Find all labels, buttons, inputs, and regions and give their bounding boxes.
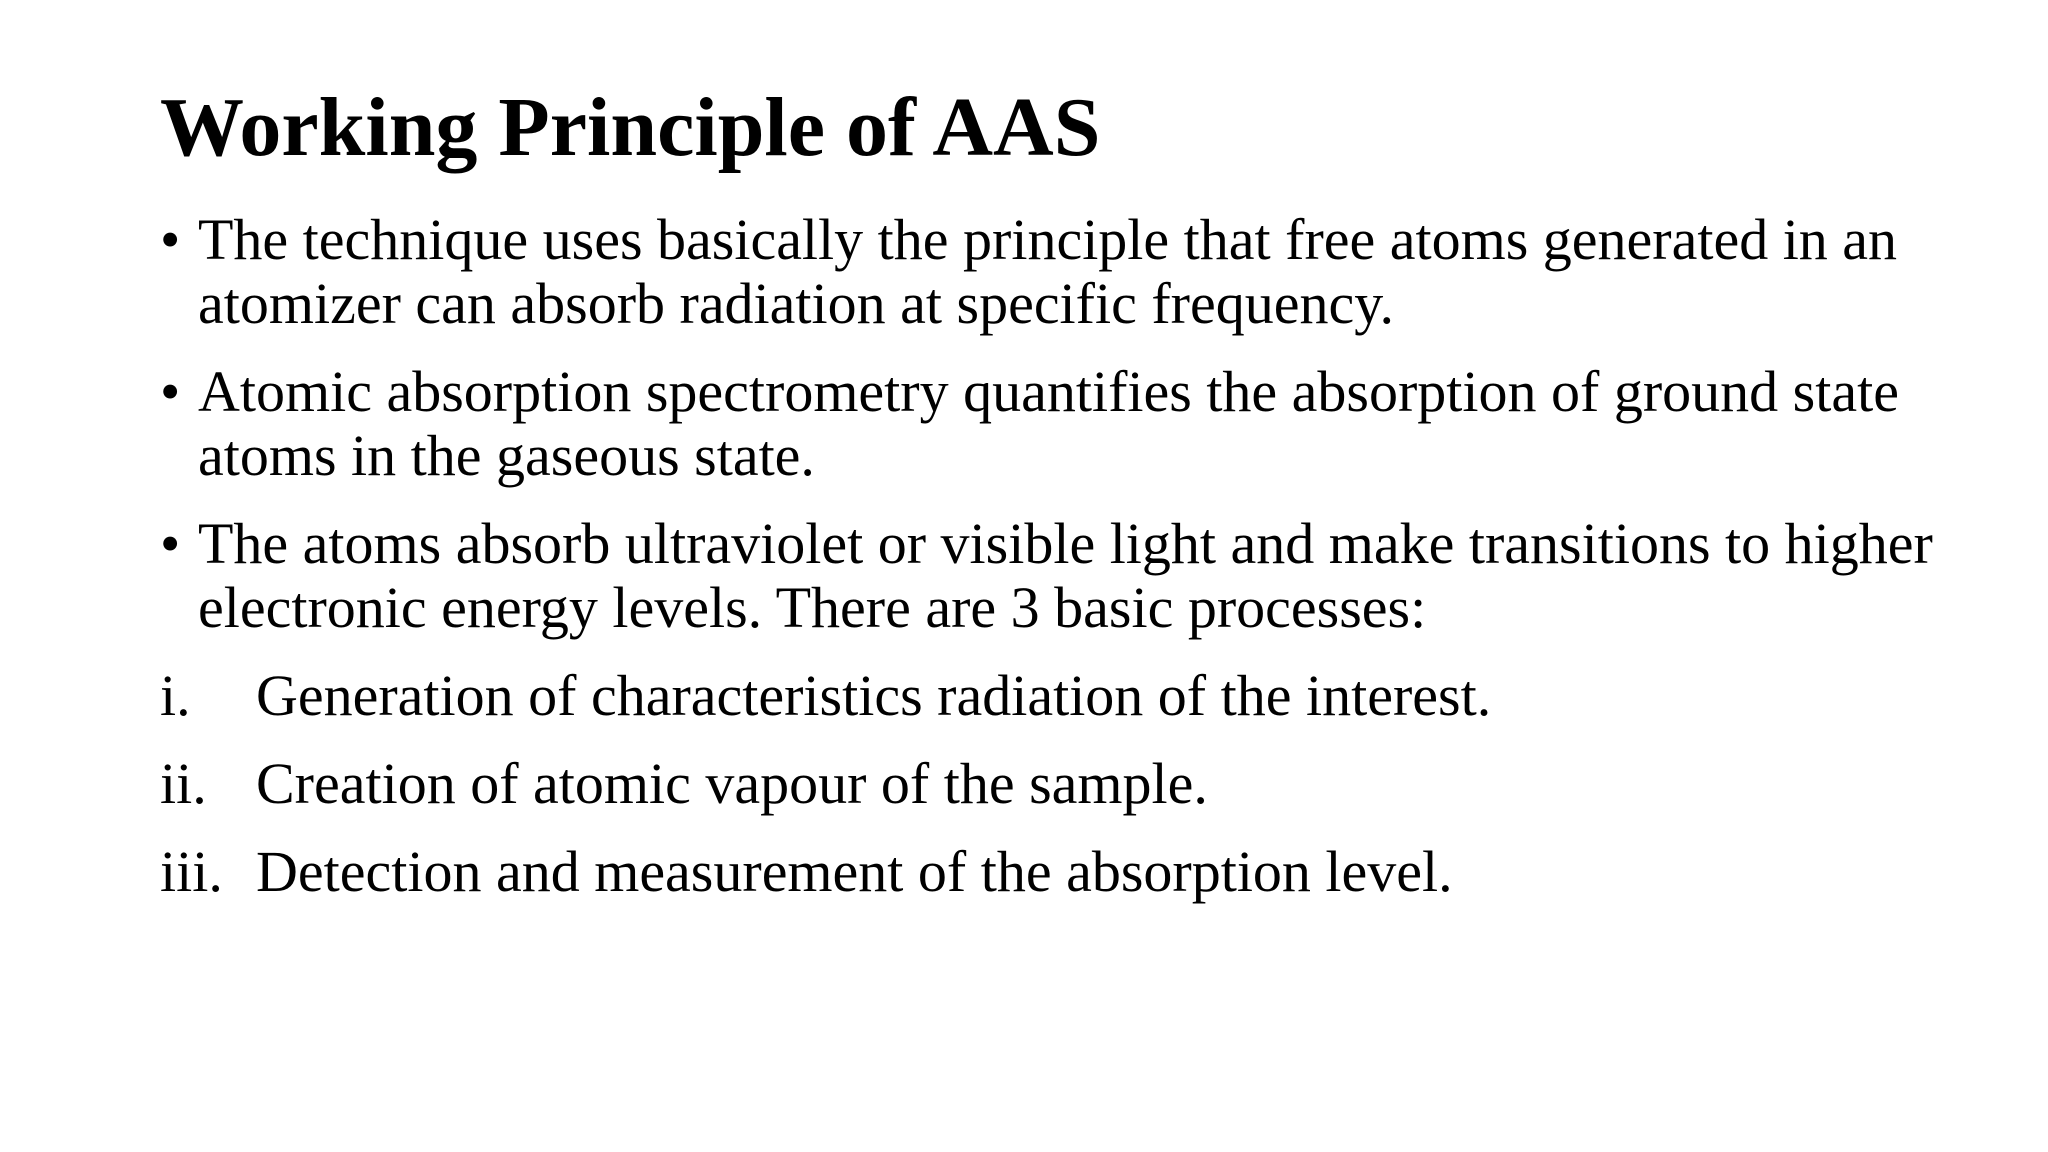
slide-body [160,208,1960,928]
bullet-text: Atomic absorption spectrometry quantifies the absorption of ground state atoms in the gaseous state. [198,359,1899,488]
numbered-marker: i. [160,663,191,728]
bullet-text: The technique uses basically the principle that free atoms generated in an atomizer can absorb radiation at specific frequency. [198,207,1898,336]
numbered-text: Creation of atomic vapour of the sample. [256,751,1208,816]
bullet-item [160,360,1960,488]
numbered-marker: iii. [160,839,223,904]
bullet-marker: • [160,207,181,272]
numbered-text: Generation of characteristics radiation of the interest. [256,663,1492,728]
numbered-item [160,840,1960,904]
bullet-text: The atoms absorb ultraviolet or visible light and make transitions to higher electronic energy levels. There are 3 basic processes: [198,511,1933,640]
bullet-item [160,512,1960,640]
numbered-item [160,664,1960,728]
slide-title: Working Principle of AAS [160,81,1101,174]
bullet-marker: • [160,359,181,424]
numbered-marker: ii. [160,751,207,816]
bullet-item [160,208,1960,336]
numbered-item [160,752,1960,816]
bullet-marker: • [160,511,181,576]
numbered-text: Detection and measurement of the absorption level. [256,839,1453,904]
